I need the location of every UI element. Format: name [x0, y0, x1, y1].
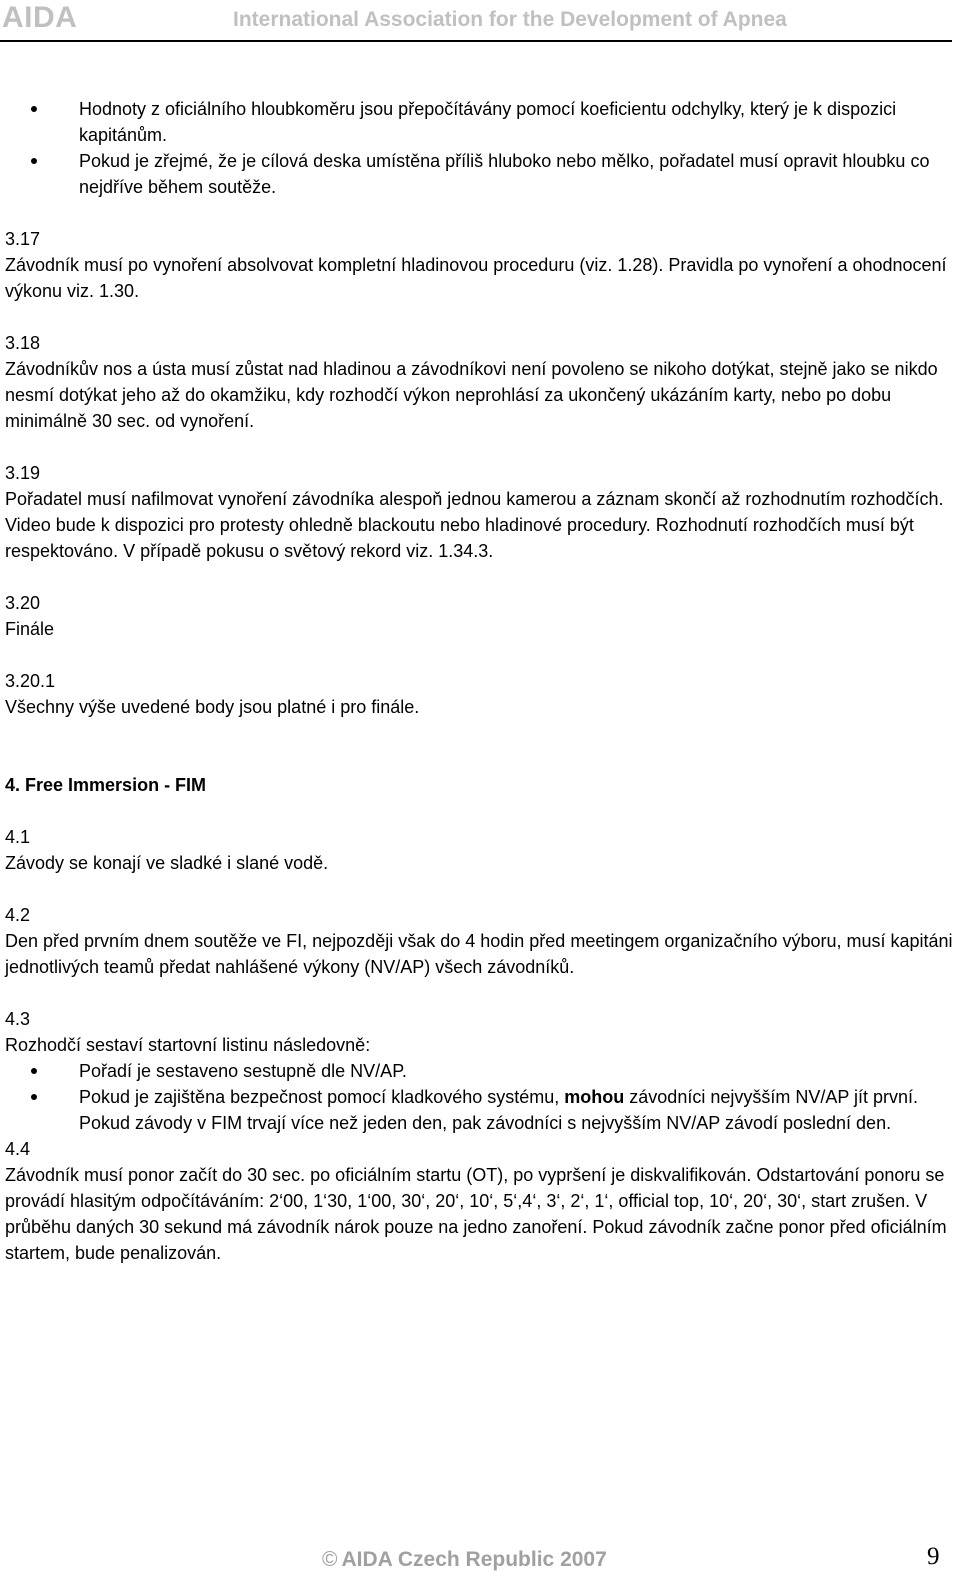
section-number: 3.18: [5, 333, 41, 353]
section-3-20-1: [5, 668, 953, 720]
section-number: 3.17: [5, 229, 41, 249]
section-number: 4.4: [5, 1139, 31, 1159]
header-title: International Association for the Development of Apnea: [233, 8, 787, 31]
page-header: [0, 0, 952, 42]
section-3-19: [5, 460, 953, 564]
section-3-18: [5, 330, 953, 434]
section-number: 3.20: [5, 593, 41, 613]
top-bullet-list: [5, 96, 953, 200]
list-item: Pokud je zřejmé, že je cílová deska umístěna příliš hluboko nebo mělko, pořadatel musí opravit hloubku co nejdříve během soutěže.: [5, 148, 953, 200]
page-number: 9: [927, 1543, 940, 1570]
section-text: Závodník musí ponor začít do 30 sec. po oficiálním startu (OT), po vypršení je diskvalifikován. Odstartování ponoru se provádí hlasitým odpočítáváním: 2‘00, 1‘30, 1‘00, 30‘, 20‘, 10‘, 5‘,4‘, 3‘, 2‘, 1‘, official top, 10‘, 20‘, 30‘, start zrušen. V průběhu daných 30 sekund má závodník nárok pouze na jedno zanoření. Pokud závodník začne ponor před oficiálním startem, bude penalizován.: [5, 1165, 947, 1263]
section-text: Rozhodčí sestaví startovní listinu následovně:: [5, 1035, 371, 1055]
document-body: [5, 96, 953, 1292]
section-number: 3.19: [5, 463, 41, 483]
chapter-4-heading-block: [5, 772, 953, 798]
section-4-4: [5, 1136, 953, 1266]
aida-logo: AIDA: [2, 1, 78, 34]
list-item: Pořadí je sestaveno sestupně dle NV/AP.: [5, 1058, 953, 1084]
section-text: Všechny výše uvedené body jsou platné i pro finále.: [5, 697, 420, 717]
list-item-text: Pokud je zajištěna bezpečnost pomocí kladkového systému,: [79, 1087, 565, 1107]
section-4-2: [5, 902, 953, 980]
section-number: 4.1: [5, 827, 31, 847]
section-3-20: [5, 590, 953, 642]
section-text: Závodníkův nos a ústa musí zůstat nad hladinou a závodníkovi není povoleno se nikoho dotýkat, stejně jako se nikdo nesmí dotýkat jeho až do okamžiku, kdy rozhodčí výkon neprohlásí za ukončený ukázáním karty, nebo po dobu minimálně 30 sec. od vynoření.: [5, 359, 938, 431]
section-number: 4.2: [5, 905, 31, 925]
footer-text: AIDA Czech Republic 2007: [341, 1548, 607, 1571]
list-item-emphasis: mohou: [564, 1087, 625, 1107]
list-item: [5, 1084, 953, 1136]
section-text: Den před prvním dnem soutěže ve FI, nejpozději však do 4 hodin před meetingem organizačního výboru, musí kapitáni jednotlivých teamů předat nahlášené výkony (NV/AP) všech závodníků.: [5, 931, 953, 977]
section-4-3: [5, 1006, 953, 1136]
section-3-17: [5, 226, 953, 304]
section-text: Finále: [5, 619, 55, 639]
page-footer: [322, 1548, 607, 1572]
section-4-1: [5, 824, 953, 876]
list-item: Hodnoty z oficiálního hloubkoměru jsou přepočítávány pomocí koeficientu odchylky, který je k dispozici kapitánům.: [5, 96, 953, 148]
section-number: 4.3: [5, 1009, 31, 1029]
list-item-text: závodníci nejvyšším NV/AP jít první. Pokud závody v FIM trvají více než jeden den, pak závodníci s nejvyšším NV/AP závodí poslední den.: [79, 1087, 919, 1133]
copyright-icon: ©: [322, 1548, 338, 1571]
chapter-heading: 4. Free Immersion - FIM: [5, 775, 207, 795]
section-text: Závody se konají ve sladké i slané vodě.: [5, 853, 329, 873]
section-text: Závodník musí po vynoření absolvovat kompletní hladinovou proceduru (viz. 1.28). Pravidla po vynoření a ohodnocení výkonu viz. 1.30.: [5, 255, 947, 301]
section-number: 3.20.1: [5, 671, 56, 691]
section-text: Pořadatel musí nafilmovat vynoření závodníka alespoň jednou kamerou a záznam skončí až rozhodnutím rozhodčích. Video bude k dispozici pro protesty ohledně blackoutu nebo hladinové procedury. Rozhodnutí rozhodčích musí být respektováno. V případě pokusu o světový rekord viz. 1.34.3.: [5, 489, 944, 561]
